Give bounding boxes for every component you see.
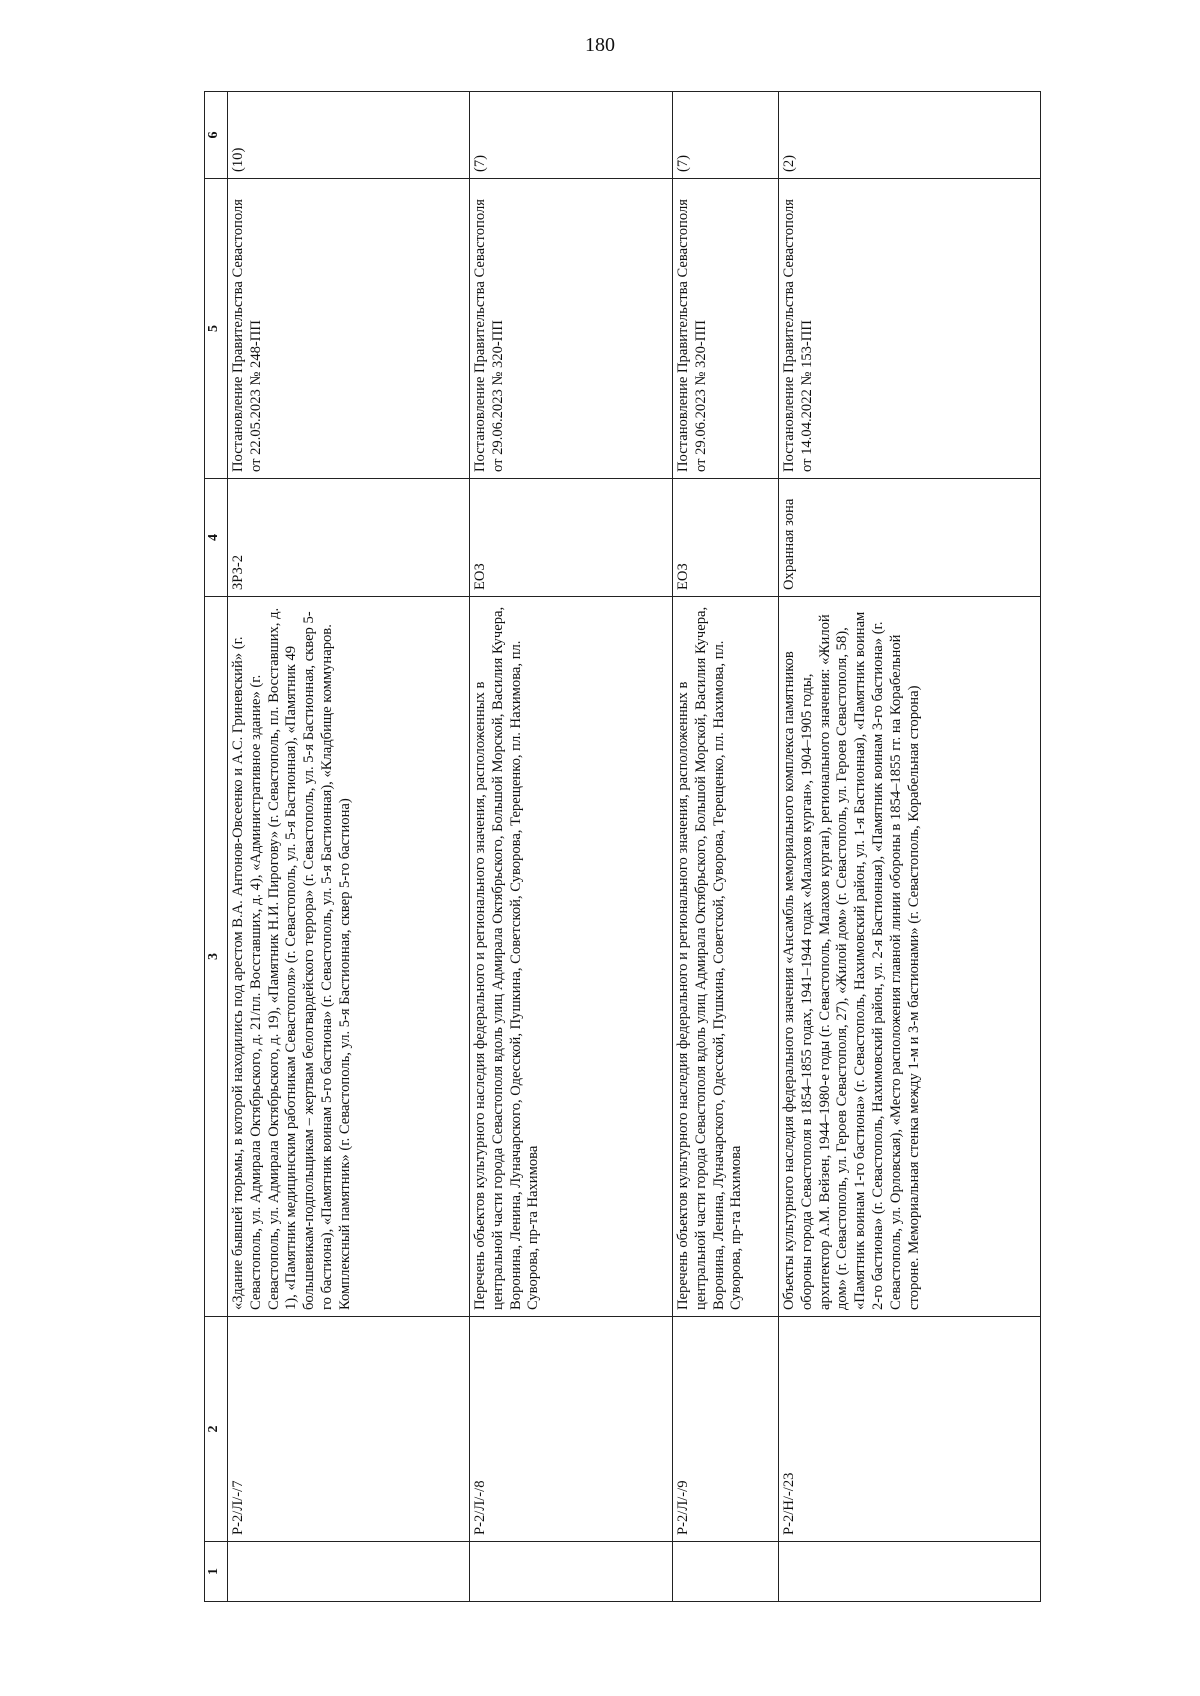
cell-zone-type: ЕОЗ	[470, 479, 673, 597]
cell-col1	[470, 1542, 673, 1602]
cell-col1	[673, 1542, 779, 1602]
cell-objects: Объекты культурного наследия федерального значения «Ансамбль мемориального комплекса памятников обороны города Севастополя в 1854–1855 годах, 1941–1944 годах «Малахов курган», 1904–1905 годы, архитектор А.М. Вейзен, 1944–1980-е годы (г. Севастополь, Малахов курган), регионального значения: «Жилой дом» (г. Севастополь, ул. Героев Севастополя, 27), «Жилой дом» (г. Севастополь, ул. Героев Севастополя, 58), «Памятник воинам 1-го бастиона» (г. Севастополь, Нахимовский район, ул. 1-я Бастионная), «Памятник воинам 2-го бастиона» (г. Севастополь, Нахимовский район, ул. 2-я Бастионная), «Памятник воинам 3-го бастиона» (г. Севастополь, ул. Орловская), «Место расположения главной линии обороны в 1854–1855 гг. на Корабельной стороне. Мемориальная стенка между 1-м и 3-м бастионами» (г. Севастополь, Корабельная сторона)	[779, 597, 1041, 1317]
header-col-4: 4	[205, 479, 228, 597]
cell-note: (7)	[470, 92, 673, 179]
cell-objects: «Здание бывшей тюрьмы, в которой находились под арестом В.А. Антонов-Овсеенко и А.С. Гриневский» (г. Севастополь, ул. Адмирала Октябрьского, д. 21/пл. Восставших, д. 4), «Административное здание» (г. Севастополь, ул. Адмирала Октябрьского, д. 19), «Памятник Н.И. Пирогову» (г. Севастополь, пл. Восставших, д. 1), «Памятник медицинским работникам Севастополя» (г. Севастополь, ул. 5-я Бастионная), «Памятник 49 большевикам-подпольщикам – жертвам белогвардейского террора» (г. Севастополь, ул. 5-я Бастионная, сквер 5-го бастиона), «Памятник воинам 5-го бастиона» (г. Севастополь, ул. 5-я Бастионная), «Кладбище коммунаров. Комплексный памятник» (г. Севастополь, ул. 5-я Бастионная, сквер 5-го бастиона)	[228, 597, 470, 1317]
cell-document: Постановление Правительства Севастополя от 29.06.2023 № 320-ПП	[673, 179, 779, 479]
cell-objects: Перечень объектов культурного наследия федерального и регионального значения, расположенных в центральной части города Севастополя вдоль улиц Адмирала Октябрьского, Большой Морской, Василия Кучера, Воронина, Ленина, Луначарского, Одесской, Пушкина, Советской, Суворова, Терещенко, пл. Нахимова, пл. Суворова, пр-та Нахимова	[470, 597, 673, 1317]
cell-col1	[779, 1542, 1041, 1602]
table-row	[673, 92, 779, 1602]
header-col-3: 3	[205, 597, 228, 1317]
header-col-5: 5	[205, 179, 228, 479]
cell-objects: Перечень объектов культурного наследия федерального и регионального значения, расположенных в центральной части города Севастополя вдоль улиц Адмирала Октябрьского, Большой Морской, Василия Кучера, Воронина, Ленина, Луначарского, Одесской, Пушкина, Советской, Суворова, Терещенко, пл. Нахимова, пл. Суворова, пр-та Нахимова	[673, 597, 779, 1317]
cell-document: Постановление Правительства Севастополя от 22.05.2023 № 248-ПП	[228, 179, 470, 479]
cell-note: (7)	[673, 92, 779, 179]
cell-document: Постановление Правительства Севастополя от 29.06.2023 № 320-ПП	[470, 179, 673, 479]
cell-document: Постановление Правительства Севастополя от 14.04.2022 № 153-ПП	[779, 179, 1041, 479]
header-col-1: 1	[205, 1542, 228, 1602]
table-rotator	[204, 92, 1041, 1602]
cell-zone-type: Охранная зона	[779, 479, 1041, 597]
page-number: 180	[585, 34, 615, 56]
protected-zones-table	[204, 91, 1041, 1602]
table-row	[228, 92, 470, 1602]
cell-col1	[228, 1542, 470, 1602]
cell-code: Р-2/Л/-/9	[673, 1317, 779, 1542]
header-col-2: 2	[205, 1317, 228, 1542]
table-header-row	[205, 92, 228, 1602]
cell-zone-type: ЗРЗ-2	[228, 479, 470, 597]
table-row	[779, 92, 1041, 1602]
cell-code: Р-2/Л/-/7	[228, 1317, 470, 1542]
rotated-table-container	[204, 92, 1041, 1602]
cell-code: Р-2/Л/-/8	[470, 1317, 673, 1542]
cell-note: (2)	[779, 92, 1041, 179]
cell-note: (10)	[228, 92, 470, 179]
header-col-6: 6	[205, 92, 228, 179]
cell-zone-type: ЕОЗ	[673, 479, 779, 597]
table-row	[470, 92, 673, 1602]
cell-code: Р-2/Н/-/23	[779, 1317, 1041, 1542]
